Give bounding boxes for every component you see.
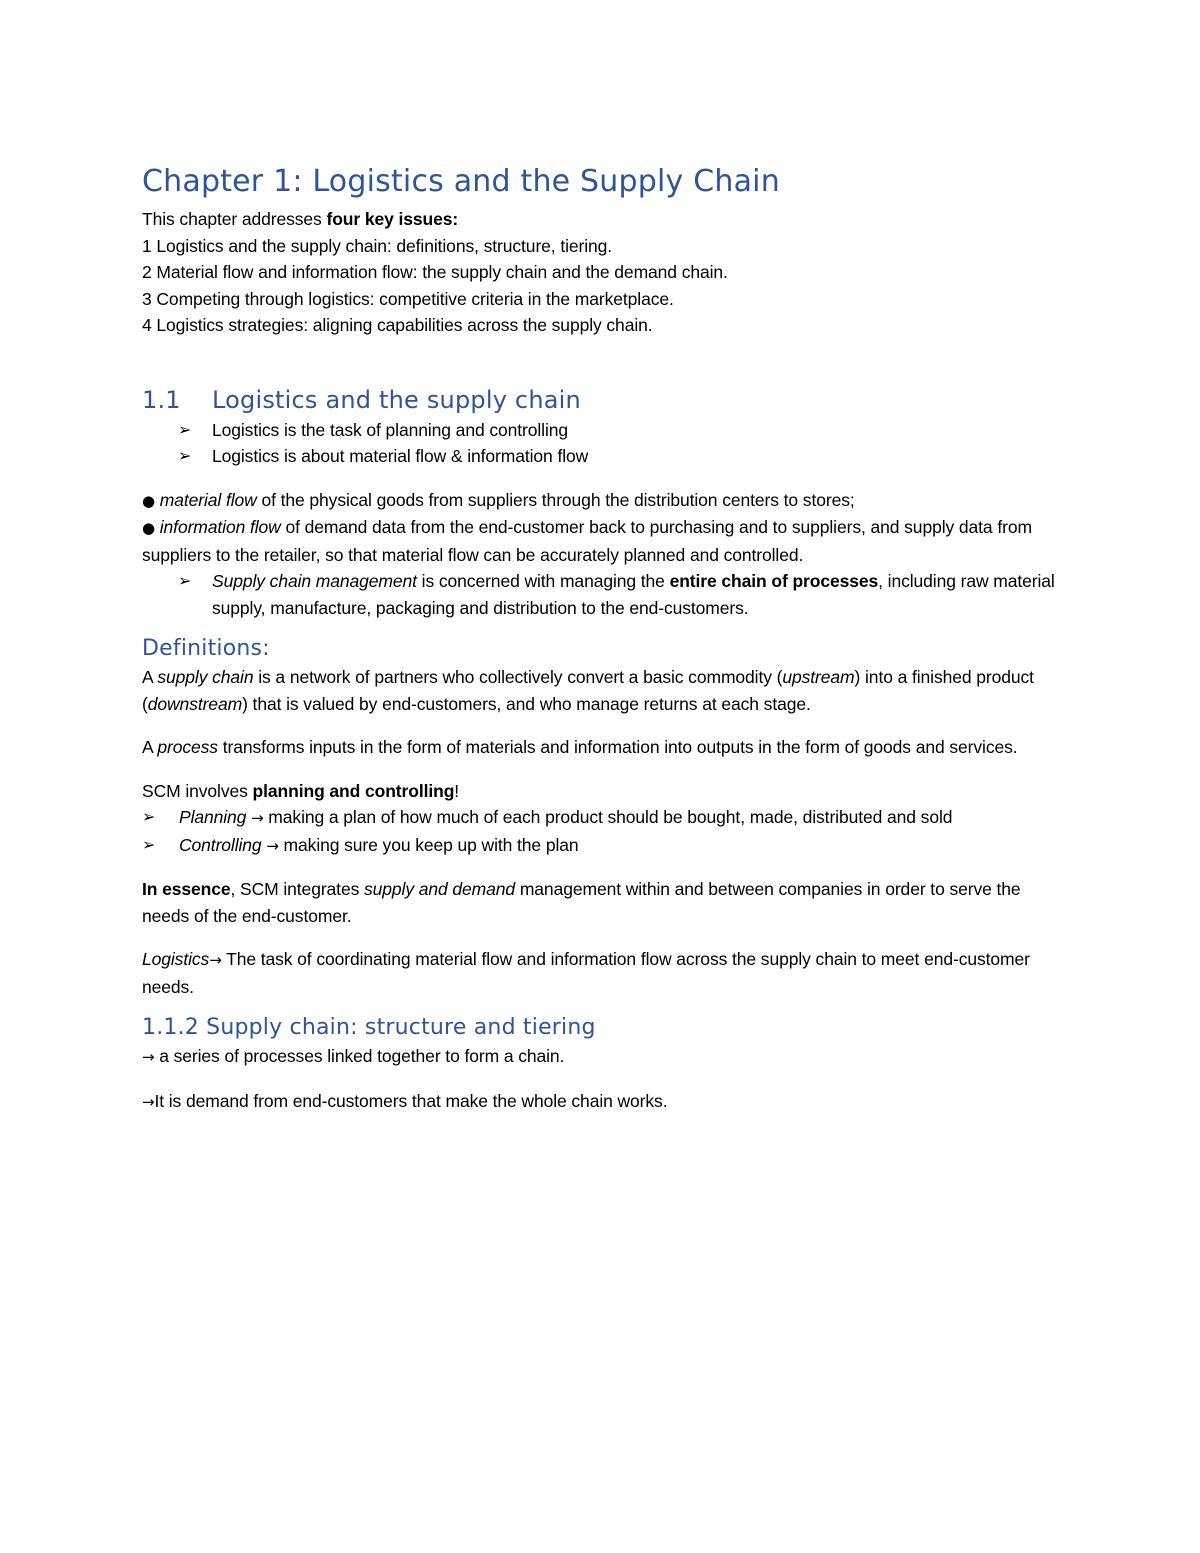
section-title: Logistics and the supply chain xyxy=(212,385,581,414)
text: SCM involves xyxy=(142,780,253,801)
dot-bullet-icon: ● xyxy=(142,519,155,537)
list-item xyxy=(142,832,1062,860)
issue-item: 2 Material flow and information flow: the supply chain and the demand chain. xyxy=(142,262,728,282)
dot-item-text: of the physical goods from suppliers through the distribution centers to stores; xyxy=(256,489,855,510)
section-heading-1-1-2: 1.1.2 Supply chain: structure and tiering xyxy=(142,1015,596,1040)
term: process xyxy=(157,737,218,757)
term: Controlling xyxy=(179,834,262,855)
list-item xyxy=(142,804,1062,832)
arrow-bullet-icon: ➢ xyxy=(142,807,156,826)
list-item xyxy=(142,417,1062,444)
chapter-title: Chapter 1: Logistics and the Supply Chain xyxy=(142,164,780,199)
section-heading-1-1 xyxy=(142,383,1062,417)
right-arrow-icon: → xyxy=(142,1092,155,1111)
bold-text: planning and controlling xyxy=(252,780,455,801)
arrow-bullet-icon: ➢ xyxy=(178,571,192,590)
term: supply and demand xyxy=(364,879,516,899)
text: a series of processes linked together to form a chain. xyxy=(154,1046,565,1066)
text: management within and between companies in order to serve the needs of the end-customer. xyxy=(142,879,1021,926)
list-item-text: Logistics is about material flow & information flow xyxy=(212,446,589,466)
structure-line-1 xyxy=(142,1043,1062,1071)
text: is a network of partners who collectively convert a basic commodity ( xyxy=(253,667,783,687)
text: transforms inputs in the form of materials and information into outputs in the form of goods and services. xyxy=(217,737,1018,757)
right-arrow-icon: → xyxy=(266,836,279,855)
term: Planning xyxy=(179,807,247,827)
intro-line xyxy=(142,206,1062,233)
essence-paragraph xyxy=(142,876,1062,929)
text: A xyxy=(142,667,158,687)
bold-text: In essence xyxy=(142,879,231,899)
term: Supply chain management xyxy=(212,571,417,591)
dot-bullet-icon: ● xyxy=(142,491,155,510)
issue-item: 3 Competing through logistics: competitive criteria in the marketplace. xyxy=(142,288,674,309)
text: ) into a finished product ( xyxy=(142,667,1034,714)
term: upstream xyxy=(782,667,855,687)
term: information flow xyxy=(159,517,281,537)
right-arrow-icon: → xyxy=(209,951,222,969)
bold-text: entire chain of processes xyxy=(669,571,879,591)
intro-lead: This chapter addresses xyxy=(142,209,327,229)
text: is concerned with managing the xyxy=(416,571,670,591)
intro-lead-bold: four key issues: xyxy=(326,209,459,229)
term: Logistics xyxy=(142,949,210,969)
plan-control-list xyxy=(142,804,1062,859)
text: ! xyxy=(454,780,460,801)
scm-involves xyxy=(142,778,1062,805)
arrow-bullet-icon: ➢ xyxy=(178,419,192,439)
list-item xyxy=(142,443,1062,470)
dot-item-material-flow xyxy=(142,487,1062,515)
supply-chain-definition xyxy=(142,664,1062,717)
text: It is demand from end-customers that make the whole chain works. xyxy=(154,1090,668,1111)
issue-item: 1 Logistics and the supply chain: definitions, structure, tiering. xyxy=(142,235,613,256)
text: making a plan of how much of each product should be bought, made, distributed and sold xyxy=(263,807,953,827)
arrow-bullet-icon: ➢ xyxy=(178,446,192,465)
term: supply chain xyxy=(157,667,254,687)
text: A xyxy=(142,737,158,757)
list-item xyxy=(142,568,1062,621)
list-item-text: Logistics is the task of planning and controlling xyxy=(212,419,569,440)
text: , including raw material supply, manufacture, packaging and distribution to the end-customers. xyxy=(212,571,1055,618)
text: , SCM integrates xyxy=(230,879,364,899)
text: ) that is valued by end-customers, and who manage returns at each stage. xyxy=(242,693,811,714)
document-content xyxy=(142,160,1062,1115)
structure-line-2 xyxy=(142,1088,1062,1116)
section-number: 1.1 xyxy=(142,385,181,414)
right-arrow-icon: → xyxy=(142,1048,155,1066)
scm-bullet xyxy=(142,568,1062,621)
text: The task of coordinating material flow and information flow across the supply chain to meet end-customer needs. xyxy=(142,949,1030,997)
right-arrow-icon: → xyxy=(251,809,264,827)
logistics-definition xyxy=(142,946,1062,1000)
dot-item-text: of demand data from the end-customer back to purchasing and to suppliers, and supply data from suppliers to the retailer, so that material flow can be accurately planned and controlled. xyxy=(142,517,1032,565)
arrow-bullet-icon: ➢ xyxy=(142,834,156,854)
term: downstream xyxy=(147,693,243,714)
definitions-heading: Definitions: xyxy=(142,636,270,661)
term: material flow xyxy=(159,489,257,510)
process-definition xyxy=(142,734,1062,761)
dot-item-information-flow xyxy=(142,514,1062,568)
issue-item: 4 Logistics strategies: aligning capabilities across the supply chain. xyxy=(142,315,653,335)
text: making sure you keep up with the plan xyxy=(278,834,579,855)
section-1-1-bullets xyxy=(142,417,1062,470)
